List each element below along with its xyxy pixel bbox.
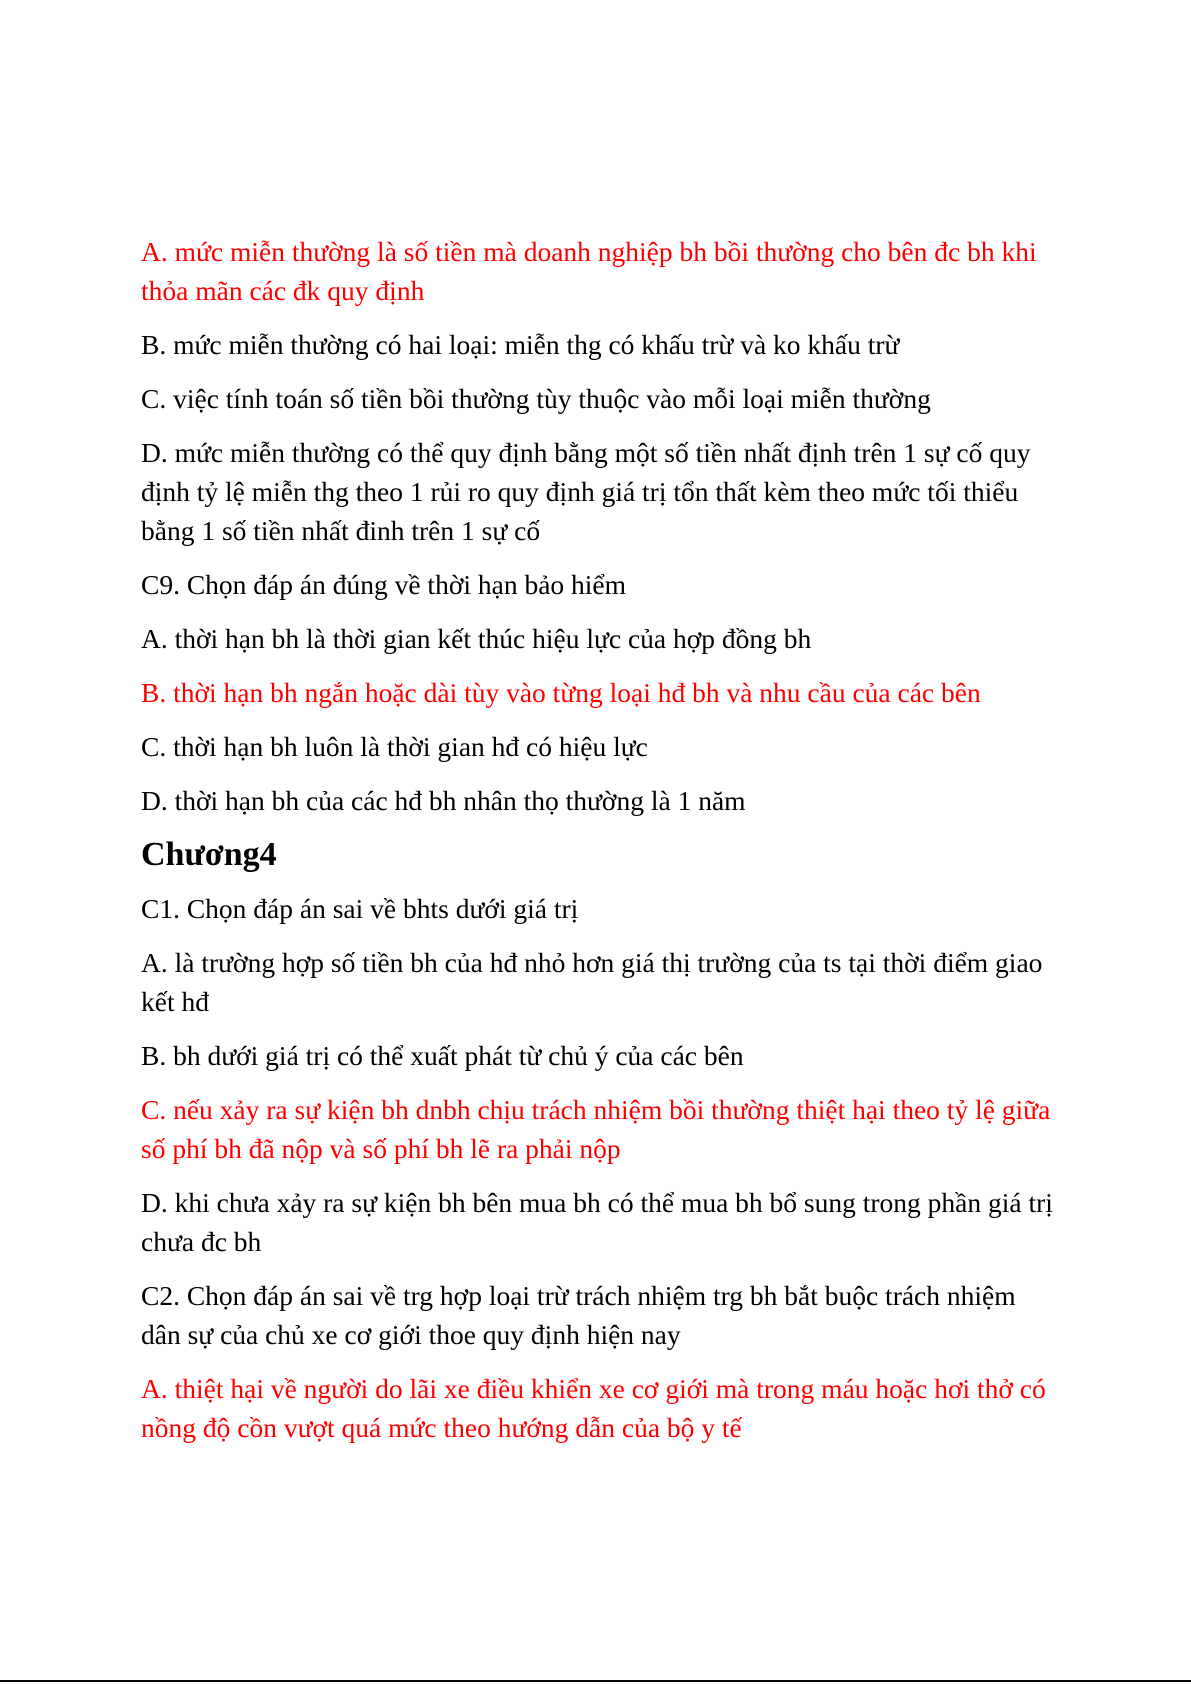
- answer-option: C. việc tính toán số tiền bồi thường tùy thuộc vào mỗi loại miễn thường: [141, 383, 931, 414]
- answer-option: D. khi chưa xảy ra sự kiện bh bên mua bh có thể mua bh bổ sung trong phần giá trị chưa đc bh: [141, 1187, 1053, 1257]
- question-c9: C9. Chọn đáp án đúng về thời hạn bảo hiểm: [141, 569, 627, 600]
- answer-option: A. mức miễn thường là số tiền mà doanh nghiệp bh bồi thường cho bên đc bh khi thỏa mãn các đk quy định: [141, 236, 1037, 306]
- answer-option: D. thời hạn bh của các hđ bh nhân thọ thường là 1 năm: [141, 785, 746, 816]
- answer-option: C. thời hạn bh luôn là thời gian hđ có hiệu lực: [141, 731, 648, 762]
- answer-option: D. mức miễn thường có thể quy định bằng một số tiền nhất định trên 1 sự cố quy định tỷ lệ miễn thg theo 1 rủi ro quy định giá trị tổn thất kèm theo mức tối thiểu bằng 1 số tiền nhất đinh trên 1 sự cố: [141, 437, 1031, 546]
- page-bottom-rule: [0, 1680, 1191, 1682]
- answer-option: A. là trường hợp số tiền bh của hđ nhỏ hơn giá thị trường của ts tại thời điểm giao kết hđ: [141, 947, 1043, 1017]
- chapter-heading: Chương4: [141, 836, 277, 873]
- answer-option: A. thời hạn bh là thời gian kết thúc hiệu lực của hợp đồng bh: [141, 623, 812, 654]
- answer-option: B. bh dưới giá trị có thể xuất phát từ chủ ý của các bên: [141, 1040, 744, 1071]
- answer-option: C. nếu xảy ra sự kiện bh dnbh chịu trách nhiệm bồi thường thiệt hại theo tỷ lệ giữa số phí bh đã nộp và số phí bh lẽ ra phải nộp: [141, 1094, 1051, 1164]
- question-c1: C1. Chọn đáp án sai về bhts dưới giá trị: [141, 893, 579, 924]
- answer-option: B. mức miễn thường có hai loại: miễn thg có khấu trừ và ko khấu trừ: [141, 329, 900, 360]
- document-body: [141, 232, 1061, 1462]
- answer-option: A. thiệt hại về người do lãi xe điều khiển xe cơ giới mà trong máu hoặc hơi thở có nồng độ cồn vượt quá mức theo hướng dẫn của bộ y tế: [141, 1373, 1046, 1443]
- question-c2: C2. Chọn đáp án sai về trg hợp loại trừ trách nhiệm trg bh bắt buộc trách nhiệm dân sự của chủ xe cơ giới thoe quy định hiện nay: [141, 1280, 1016, 1350]
- answer-option: B. thời hạn bh ngắn hoặc dài tùy vào từng loại hđ bh và nhu cầu của các bên: [141, 677, 981, 708]
